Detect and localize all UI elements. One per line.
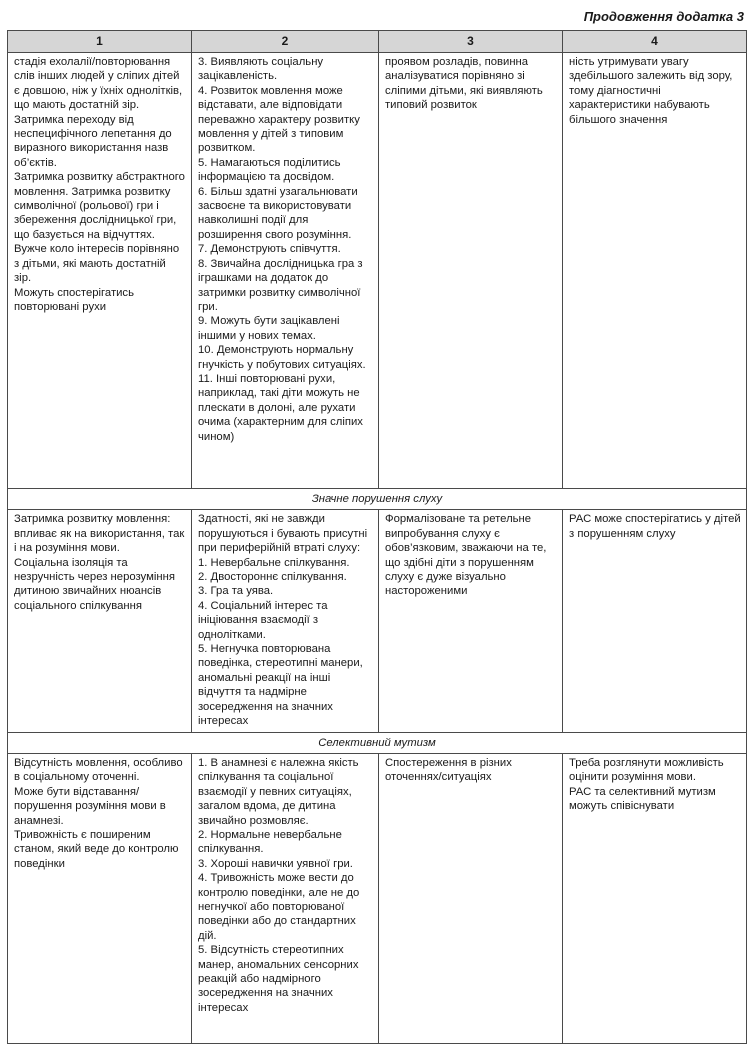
cell-paragraph: 3. Виявляють соціальну зацікавленість. [198,56,324,83]
cell-paragraph: 8. Звичайна дослідницька гра з іграшками на додаток до затримки розвитку символічної гри. [198,257,363,313]
cell-paragraph: 1. В анамнезі є належна якість спілкування та соціальної взаємодії у певних ситуаціях, загалом вдома, де дитина звичайно розмовляє. [198,756,359,827]
table-cell [563,753,747,1043]
table-cell [192,753,379,1043]
column-header: 2 [192,31,379,53]
column-header: 3 [379,31,563,53]
table-cell [563,53,747,489]
page-heading: Продовження додатка 3 [583,9,744,24]
comparison-table [7,30,747,1044]
cell-paragraph: Треба розглянути можливість оцінити розуміння мови. [569,756,724,784]
cell-paragraph: Затримка розвитку абстрактного мовлення. Затримка розвитку символічної (рольової) гри і збереження дослідницької гри, що базується на відчуттях. [14,171,185,241]
cell-paragraph: Спостереження в різних оточеннях/ситуаціях [385,756,512,784]
cell-paragraph: 10. Демонструють нормальну гнучкість у побутових ситуаціях. [198,344,366,371]
section-row [8,489,747,510]
cell-paragraph: ність утримувати увагу здебільшого залежить від зору, тому діагностичні характеристики набувають більшого значення [569,56,733,126]
table-cell [379,510,563,732]
cell-paragraph: РАС може спостерігатись у дітей з порушенням слуху [569,513,741,540]
section-title: Значне порушення слуху [8,489,747,510]
cell-paragraph: 4. Розвиток мовлення може відставати, але відповідати переважно характеру розвитку мовлення у дітей з типовим розвитком. [198,84,360,155]
table-row [8,53,747,489]
cell-paragraph: Соціальна ізоляція та незручність через нерозуміння дитиною звичайних нюансів соціального спілкування [14,556,175,612]
cell-paragraph: Відсутність мовлення, особливо в соціальному оточенні. [14,756,183,784]
table-row [8,510,747,732]
cell-paragraph: 2. Двостороннє спілкування. [198,571,347,584]
cell-paragraph: 5. Негнучка повторювана поведінка, стереотипні манери, аномальні реакції на інші відчуття та надмірне зосередження на значних інтересах [198,643,363,728]
cell-paragraph: 4. Тривожність може вести до контролю поведінки, але не до негнучкої або повторюваної поведінки або до стандартних дій. [198,872,360,942]
cell-paragraph: Вужче коло інтересів порівняно з дітьми, які мають достатній зір. [14,243,180,285]
section-row [8,732,747,753]
table-cell [563,510,747,732]
cell-paragraph: 6. Більш здатні узагальнювати засвоєне та використовувати навколишні події для розширення свого розуміння. [198,185,358,241]
cell-paragraph: Може бути відставання/порушення розуміння мови в анамнезі. [14,785,166,827]
cell-paragraph: 1. Невербальне спілкування. [198,556,350,569]
cell-paragraph: 2. Нормальне невербальне спілкування. [198,828,342,856]
column-header: 1 [8,31,192,53]
cell-paragraph: Можуть спостерігатись повторювані рухи [14,286,134,313]
cell-paragraph: 11. Інші повторювані рухи, наприклад, такі діти можуть не плескати в долоні, але рухати очима (характерним для сліпих чином) [198,372,363,443]
table-cell [8,753,192,1043]
section-title: Селективний мутизм [8,732,747,753]
cell-paragraph: Здатності, які не завжди порушуються і бувають присутні при периферійній втраті слуху: [198,513,368,555]
cell-paragraph: 5. Намагаються поділитись інформацією та досвідом. [198,156,341,184]
cell-paragraph: Тривожність є поширеним станом, який веде до контролю поведінки [14,828,179,870]
cell-paragraph: 9. Можуть бути зацікавлені іншими у нових темах. [198,315,340,342]
cell-paragraph: Затримка переходу від неспецифічного лепетання до виразного використання назв об’єктів. [14,113,172,169]
cell-paragraph: 3. Хороші навички уявної гри. [198,857,353,870]
cell-paragraph: 4. Соціальний інтерес та ініціювання взаємодії з однолітками. [198,599,328,641]
column-header: 4 [563,31,747,53]
table-row [8,753,747,1043]
cell-paragraph: Формалізоване та ретельне випробування слуху є обов’язковим, зважаючи на те, що здібні діти з порушенням слуху є дуже візуально настороженими [385,513,547,598]
cell-paragraph: стадія ехолалії/повторювання слів інших людей у сліпих дітей є довшою, ніж у їхніх однолітків, що мають достатній зір. [14,56,183,112]
table-cell [379,753,563,1043]
table-cell [8,53,192,489]
table-cell [192,510,379,732]
table-cell [192,53,379,489]
cell-paragraph: Затримка розвитку мовлення: впливає як на використання, так і на розуміння мови. [14,513,185,555]
cell-paragraph: РАС та селективний мутизм можуть співіснувати [569,785,716,813]
cell-paragraph: 5. Відсутність стереотипних манер, аномальних сенсорних реакцій або надмірного зосередження на значних інтересах [198,944,359,1014]
table-cell [379,53,563,489]
table-cell [8,510,192,732]
cell-paragraph: проявом розладів, повинна аналізуватися порівняно зі сліпими дітьми, які виявляють типовий розвиток [385,56,543,112]
cell-paragraph: 7. Демонструють співчуття. [198,243,341,256]
header-row [8,31,747,53]
cell-paragraph: 3. Гра та уява. [198,585,274,598]
